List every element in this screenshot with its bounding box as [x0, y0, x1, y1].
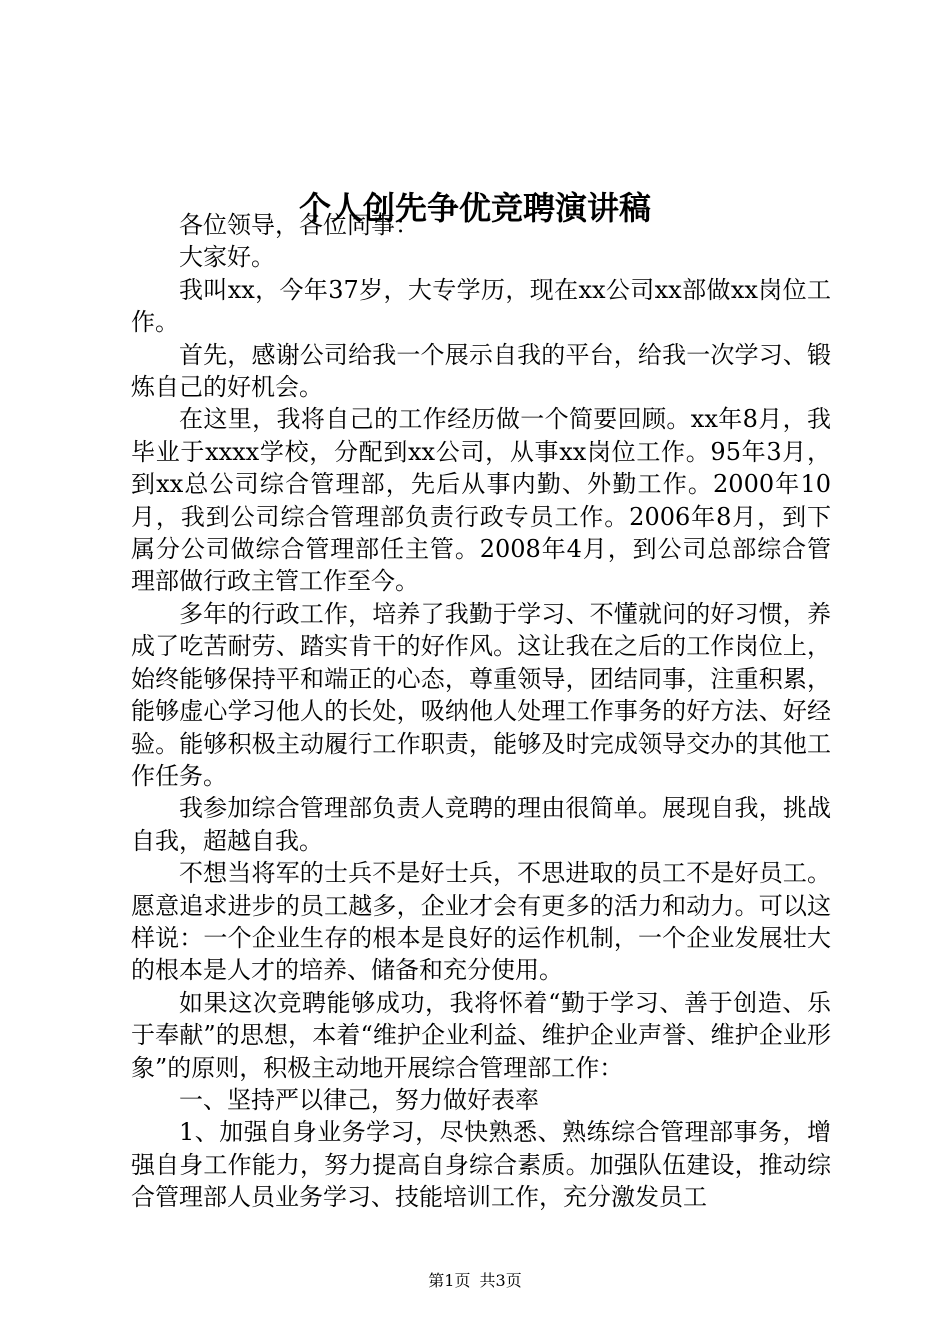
- paragraph: 1、加强自身业务学习，尽快熟悉、熟练综合管理部事务，增强自身工作能力，努力提高自身综合素质。加强队伍建设，推动综合管理部人员业务学习、技能培训工作，充分激发员工: [131, 1118, 831, 1212]
- page-number: 第1页: [428, 1271, 471, 1290]
- document-body: [131, 209, 831, 1214]
- page-footer: [0, 1270, 950, 1292]
- paragraph: 如果这次竞聘能够成功，我将怀着“勤于学习、善于创造、乐于奉献”的思想，本着“维护企业利益、维护企业声誉、维护企业形象”的原则，积极主动地开展综合管理部工作：: [131, 988, 831, 1082]
- paragraph: 各位领导，各位同事：: [179, 211, 419, 239]
- paragraph: 大家好。: [179, 243, 275, 272]
- paragraph: 我叫xx，今年37岁，大专学历，现在xx公司xx部做xx岗位工作。: [131, 275, 831, 337]
- paragraph: 不想当将军的士兵不是好士兵，不思进取的员工不是好员工。愿意追求进步的员工越多，企业才会有更多的活力和动力。可以这样说：一个企业生存的根本是良好的运作机制，一个企业发展壮大的根本是人才的培养、储备和充分使用。: [131, 859, 831, 985]
- paragraph: 我参加综合管理部负责人竞聘的理由很简单。展现自我，挑战自我，超越自我。: [131, 794, 831, 855]
- paragraph: 在这里，我将自己的工作经历做一个简要回顾。xx年8月，我毕业于xxxx学校，分配到xx公司，从事xx岗位工作。95年3月，到xx总公司综合管理部，先后从事内勤、外勤工作。2000年10月，我到公司综合管理部负责行政专员工作。2006年8月，到下属分公司做综合管理部任主管。2008年4月，到公司总部综合管理部做行政主管工作至今。: [131, 405, 831, 596]
- paragraph: 一、坚持严以律己，努力做好表率: [179, 1085, 539, 1114]
- paragraph: 首先，感谢公司给我一个展示自我的平台，给我一次学习、锻炼自己的好机会。: [131, 340, 831, 402]
- document-title: 个人创先争优竞聘演讲稿: [298, 189, 651, 227]
- paragraph: 多年的行政工作，培养了我勤于学习、不懂就问的好习惯，养成了吃苦耐劳、踏实肯干的好作风。这让我在之后的工作岗位上，始终能够保持平和端正的心态，尊重领导，团结同事，注重积累，能够虚心学习他人的长处，吸纳他人处理工作事务的好方法、好经验。能够积极主动履行工作职责，能够及时完成领导交办的其他工作任务。: [131, 599, 831, 790]
- page-total: 共3页: [479, 1271, 522, 1290]
